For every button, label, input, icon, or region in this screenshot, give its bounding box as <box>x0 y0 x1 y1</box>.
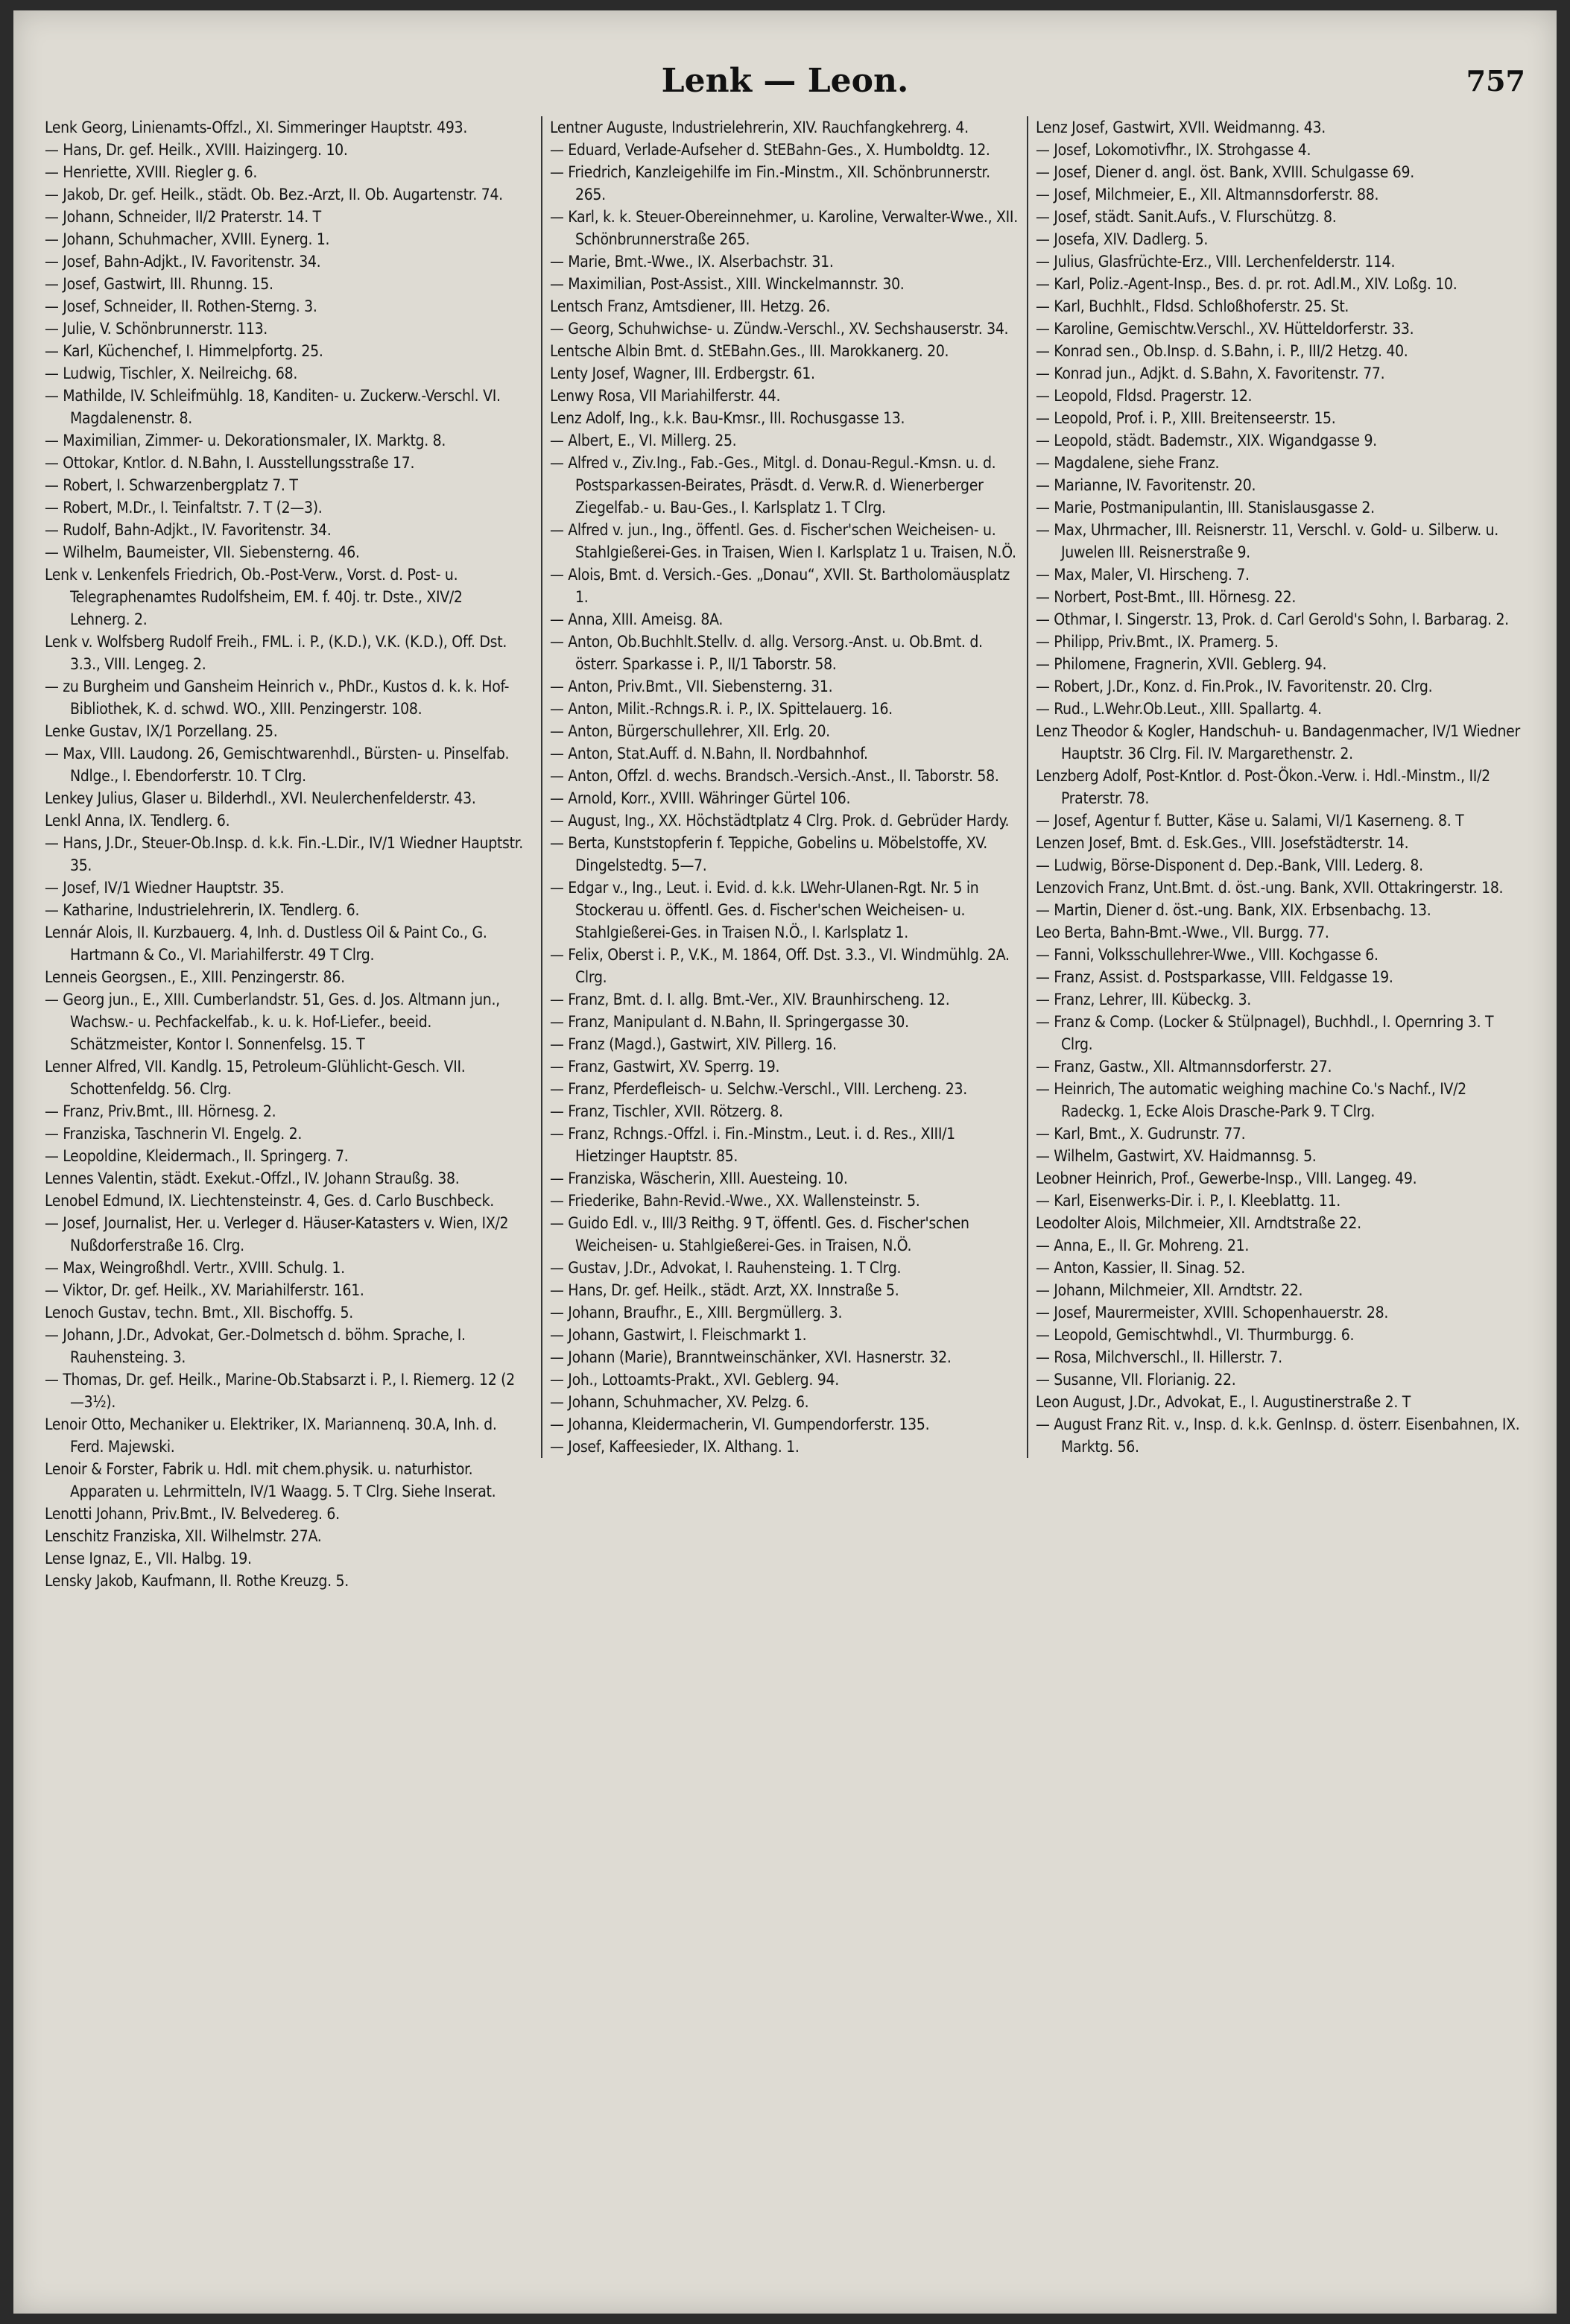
directory-entry: — Anna, E., II. Gr. Mohreng. 21. <box>1036 1237 1250 1254</box>
directory-entry: — Josef, städt. Sanit.Aufs., V. Flurschützg. 8. <box>1036 208 1337 226</box>
directory-entry: Lenkey Julius, Glaser u. Bilderhdl., XVI. Neulerchenfelderstr. 43. <box>45 789 476 807</box>
directory-entry: — Robert, I. Schwarzenbergplatz 7. T <box>45 476 298 494</box>
directory-entry: Lenty Josef, Wagner, III. Erdbergstr. 61. <box>550 364 815 382</box>
directory-entry: — Josef, Maurermeister, XVIII. Schopenhauerstr. 28. <box>1036 1304 1389 1322</box>
directory-entry: — Josef, Lokomotivfhr., IX. Strohgasse 4. <box>1036 141 1311 159</box>
directory-entry: Lensky Jakob, Kaufmann, II. Rothe Kreuzg. 5. <box>45 1572 349 1590</box>
directory-entry: Lentsche Albin Bmt. d. StEBahn.Ges., III. Marokkanerg. 20. <box>550 342 949 360</box>
directory-entry: — August, Ing., XX. Höchstädtplatz 4 Clrg. Prok. d. Gebrüder Hardy. <box>550 812 1010 830</box>
directory-entry: — Ludwig, Börse-Disponent d. Dep.-Bank, VIII. Lederg. 8. <box>1036 856 1423 874</box>
directory-entry: — Johann, Schneider, II/2 Praterstr. 14. T <box>45 208 321 226</box>
column-left <box>45 116 526 1592</box>
directory-entry: — Josef, IV/1 Wiedner Hauptstr. 35. <box>45 879 285 897</box>
directory-entry: Lense Ignaz, E., VII. Halbg. 19. <box>45 1550 252 1567</box>
directory-entry: — Rudolf, Bahn-Adjkt., IV. Favoritenstr. 34. <box>45 521 332 539</box>
directory-entry: — Edgar v., Ing., Leut. i. Evid. d. k.k. LWehr-Ulanen-Rgt. Nr. 5 in Stockerau u. öffentl. Ges. d. Fischer'schen Weicheisen- u. Stahlgießerei-Ges. in Traisen N.Ö., I. Karlsplatz 1. <box>550 879 979 941</box>
directory-entry: — Gustav, J.Dr., Advokat, I. Rauhensteing. 1. T Clrg. <box>550 1259 902 1277</box>
directory-entry: — Karl, Küchenchef, I. Himmelpfortg. 25. <box>45 342 323 360</box>
directory-entry: — Leopold, Prof. i. P., XIII. Breitenseerstr. 15. <box>1036 409 1336 427</box>
page-header <box>13 55 1557 107</box>
directory-entry: — Josef, Agentur f. Butter, Käse u. Salami, VI/1 Kaserneng. 8. T <box>1036 812 1464 830</box>
column-middle <box>541 116 1024 1458</box>
directory-entry: Lenz Adolf, Ing., k.k. Bau-Kmsr., III. Rochusgasse 13. <box>550 409 905 427</box>
directory-entry: Lenotti Johann, Priv.Bmt., IV. Belvedereg. 6. <box>45 1505 340 1523</box>
directory-entry: — Karl, Bmt., X. Gudrunstr. 77. <box>1036 1125 1246 1143</box>
directory-entry: — Mathilde, IV. Schleifmühlg. 18, Kanditen- u. Zuckerw.-Verschl. VI. Magdalenenstr. 8. <box>45 387 501 427</box>
directory-entry: — Arnold, Korr., XVIII. Währinger Gürtel 106. <box>550 789 851 807</box>
directory-entry: — Alfred v., Ziv.Ing., Fab.-Ges., Mitgl. d. Donau-Regul.-Kmsn. u. d. Postsparkassen-Beirates, Präsdt. d. Verw.R. d. Wienerberger Ziegelfab.- u. Bau-Ges., I. Karlsplatz 1. T Clrg. <box>550 454 996 517</box>
directory-entry: — Franz, Assist. d. Postsparkasse, VIII. Feldgasse 19. <box>1036 968 1393 986</box>
directory-entry: — Johann, Braufhr., E., XIII. Bergmüllerg. 3. <box>550 1304 843 1322</box>
directory-entry: Leobner Heinrich, Prof., Gewerbe-Insp., VIII. Langeg. 49. <box>1036 1169 1417 1187</box>
directory-entry: Lenzberg Adolf, Post-Kntlor. d. Post-Ökon.-Verw. i. Hdl.-Minstm., II/2 Praterstr. 78. <box>1036 767 1490 807</box>
directory-entry: — Josef, Bahn-Adjkt., IV. Favoritenstr. 34. <box>45 253 321 271</box>
directory-entry: — Franz, Lehrer, III. Kübeckg. 3. <box>1036 991 1251 1008</box>
directory-entry: — Rosa, Milchverschl., II. Hillerstr. 7. <box>1036 1348 1282 1366</box>
directory-entry: — Albert, E., VI. Millerg. 25. <box>550 432 737 449</box>
directory-entry: — Anton, Offzl. d. wechs. Brandsch.-Versich.-Anst., II. Taborstr. 58. <box>550 767 999 785</box>
directory-entry: Lenk Georg, Linienamts-Offzl., XI. Simmeringer Hauptstr. 493. <box>45 119 468 136</box>
directory-entry: — Johann, J.Dr., Advokat, Ger.-Dolmetsch d. böhm. Sprache, I. Rauhensteing. 3. <box>45 1326 466 1366</box>
directory-entry: Leodolter Alois, Milchmeier, XII. Arndtstraße 22. <box>1036 1214 1361 1232</box>
directory-entry: — Konrad jun., Adjkt. d. S.Bahn, X. Favoritenstr. 77. <box>1036 364 1385 382</box>
directory-entry: — Leopoldine, Kleidermach., II. Springerg. 7. <box>45 1147 349 1165</box>
directory-entry: — Philipp, Priv.Bmt., IX. Pramerg. 5. <box>1036 633 1279 651</box>
directory-entry: — Berta, Kunststopferin f. Teppiche, Gobelins u. Möbelstoffe, XV. Dingelstedtg. 5—7. <box>550 834 987 874</box>
directory-entry: — August Franz Rit. v., Insp. d. k.k. GenInsp. d. österr. Eisenbahnen, IX. Marktg. 56. <box>1036 1415 1520 1456</box>
directory-entry: — Anna, XIII. Ameisg. 8A. <box>550 610 724 628</box>
directory-page <box>13 10 1557 2314</box>
directory-entry: Lenkl Anna, IX. Tendlerg. 6. <box>45 812 230 830</box>
directory-entry: — Wilhelm, Gastwirt, XV. Haidmannsg. 5. <box>1036 1147 1317 1165</box>
directory-entry: — Leopold, städt. Bademstr., XIX. Wigandgasse 9. <box>1036 432 1377 449</box>
directory-entry: — Franziska, Taschnerin VI. Engelg. 2. <box>45 1125 303 1143</box>
directory-entry: — Karl, Buchhlt., Fldsd. Schloßhoferstr. 25. St. <box>1036 297 1349 315</box>
directory-entry: — Anton, Stat.Auff. d. N.Bahn, II. Nordbahnhof. <box>550 745 868 762</box>
directory-entry: — Josef, Milchmeier, E., XII. Altmannsdorferstr. 88. <box>1036 186 1379 203</box>
directory-entry: — Katharine, Industrielehrerin, IX. Tendlerg. 6. <box>45 901 360 919</box>
directory-entry: — Josef, Schneider, II. Rothen-Sterng. 3. <box>45 297 317 315</box>
directory-entry: — Franz, Pferdefleisch- u. Selchw.-Verschl., VIII. Lercheng. 23. <box>550 1080 967 1098</box>
directory-entry: — Johann (Marie), Branntweinschänker, XVI. Hasnerstr. 32. <box>550 1348 952 1366</box>
page-title: Lenk — Leon. <box>661 62 909 100</box>
directory-entry: — Johann, Schuhmacher, XVIII. Eynerg. 1. <box>45 230 330 248</box>
directory-entry: — Marianne, IV. Favoritenstr. 20. <box>1036 476 1256 494</box>
directory-entry: Lenzen Josef, Bmt. d. Esk.Ges., VIII. Josefstädterstr. 14. <box>1036 834 1409 852</box>
directory-entry: — Guido Edl. v., III/3 Reithg. 9 T, öffentl. Ges. d. Fischer'schen Weicheisen- u. Stahlgießerei-Ges. in Traisen, N.Ö. <box>550 1214 969 1254</box>
directory-entry: — Philomene, Fragnerin, XVII. Geblerg. 94. <box>1036 655 1327 673</box>
directory-entry: — Josef, Kaffeesieder, IX. Althang. 1. <box>550 1438 800 1456</box>
directory-entry: — Alois, Bmt. d. Versich.-Ges. „Donau“, XVII. St. Bartholomäusplatz 1. <box>550 566 1010 606</box>
directory-entry: — Franz, Bmt. d. I. allg. Bmt.-Ver., XIV. Braunhirscheng. 12. <box>550 991 950 1008</box>
directory-entry: — Karoline, Gemischtw.Verschl., XV. Hütteldorferstr. 33. <box>1036 320 1414 338</box>
directory-entry: — Hans, Dr. gef. Heilk., XVIII. Haizingerg. 10. <box>45 141 348 159</box>
directory-entry: — Georg, Schuhwichse- u. Zündw.-Verschl., XV. Sechshauserstr. 34. <box>550 320 1009 338</box>
directory-entry: — Viktor, Dr. gef. Heilk., XV. Mariahilferstr. 161. <box>45 1281 364 1299</box>
directory-entry: — Karl, k. k. Steuer-Obereinnehmer, u. Karoline, Verwalter-Wwe., XII. Schönbrunnerstraße 265. <box>550 208 1018 248</box>
directory-entry: Leon August, J.Dr., Advokat, E., I. Augustinerstraße 2. T <box>1036 1393 1411 1411</box>
directory-entry: — Eduard, Verlade-Aufseher d. StEBahn-Ges., X. Humboldtg. 12. <box>550 141 990 159</box>
directory-entry: — Norbert, Post-Bmt., III. Hörnesg. 22. <box>1036 588 1297 606</box>
directory-entry: — Franz, Gastwirt, XV. Sperrg. 19. <box>550 1058 780 1076</box>
directory-entry: — Friedrich, Kanzleigehilfe im Fin.-Minstm., XII. Schönbrunnerstr. 265. <box>550 163 990 203</box>
directory-entry: — Julius, Glasfrüchte-Erz., VIII. Lerchenfelderstr. 114. <box>1036 253 1396 271</box>
directory-entry: — Maximilian, Zimmer- u. Dekorationsmaler, IX. Marktg. 8. <box>45 432 446 449</box>
directory-entry: Lennes Valentin, städt. Exekut.-Offzl., IV. Johann Straußg. 38. <box>45 1169 460 1187</box>
directory-entry: Lentsch Franz, Amtsdiener, III. Hetzg. 26. <box>550 297 831 315</box>
directory-entry: Lenke Gustav, IX/1 Porzellang. 25. <box>45 722 278 740</box>
directory-entry: — Johann, Gastwirt, I. Fleischmarkt 1. <box>550 1326 807 1344</box>
directory-entry: — Ottokar, Kntlor. d. N.Bahn, I. Ausstellungsstraße 17. <box>45 454 415 472</box>
directory-entry: — Johanna, Kleidermacherin, VI. Gumpendorferstr. 135. <box>550 1415 930 1433</box>
directory-entry: — Konrad sen., Ob.Insp. d. S.Bahn, i. P., III/2 Hetzg. 40. <box>1036 342 1408 360</box>
directory-entry: — Franz (Magd.), Gastwirt, XIV. Pillerg. 16. <box>550 1035 837 1053</box>
directory-entry: — Susanne, VII. Florianig. 22. <box>1036 1371 1236 1389</box>
directory-entry: Lenoir & Forster, Fabrik u. Hdl. mit chem.physik. u. naturhistor. Apparaten u. Lehrmitteln, IV/1 Waagg. 5. T Clrg. Siehe Inserat. <box>45 1460 496 1500</box>
directory-entry: Lenner Alfred, VII. Kandlg. 15, Petroleum-Glühlicht-Gesch. VII. Schottenfeldg. 56. Clrg. <box>45 1058 466 1098</box>
directory-entry: — Leopold, Fldsd. Pragerstr. 12. <box>1036 387 1253 405</box>
directory-entry: — Maximilian, Post-Assist., XIII. Winckelmannstr. 30. <box>550 275 905 293</box>
directory-entry: — Henriette, XVIII. Riegler g. 6. <box>45 163 258 181</box>
directory-entry: — Marie, Postmanipulantin, III. Stanislausgasse 2. <box>1036 499 1375 517</box>
directory-entry: — Karl, Eisenwerks-Dir. i. P., I. Kleeblattg. 11. <box>1036 1192 1340 1210</box>
directory-entry: — Alfred v. jun., Ing., öffentl. Ges. d. Fischer'schen Weicheisen- u. Stahlgießerei-Ges. in Traisen, Wien I. Karlsplatz 1 u. Traisen, N.Ö. <box>550 521 1016 561</box>
directory-entry: Lenz Josef, Gastwirt, XVII. Weidmanng. 43. <box>1036 119 1326 136</box>
directory-entry: — Robert, M.Dr., I. Teinfaltstr. 7. T (2—3). <box>45 499 323 517</box>
directory-entry: — Magdalene, siehe Franz. <box>1036 454 1220 472</box>
directory-entry: — Fanni, Volksschullehrer-Wwe., VIII. Kochgasse 6. <box>1036 946 1379 964</box>
directory-entry: — Robert, J.Dr., Konz. d. Fin.Prok., IV. Favoritenstr. 20. Clrg. <box>1036 678 1433 695</box>
directory-entry: — Franz, Gastw., XII. Altmannsdorferstr. 27. <box>1036 1058 1332 1076</box>
directory-entry: — Leopold, Gemischtwhdl., VI. Thurmburgg. 6. <box>1036 1326 1355 1344</box>
directory-entry: — Anton, Milit.-Rchngs.R. i. P., IX. Spittelauerg. 16. <box>550 700 893 718</box>
directory-entry: Leo Berta, Bahn-Bmt.-Wwe., VII. Burgg. 77. <box>1036 923 1329 941</box>
directory-entry: — Johann, Schuhmacher, XV. Pelzg. 6. <box>550 1393 809 1411</box>
directory-entry: Lenz Theodor & Kogler, Handschuh- u. Bandagenmacher, IV/1 Wiedner Hauptstr. 36 Clrg. Fil. IV. Margarethenstr. 2. <box>1036 722 1520 762</box>
directory-entry: — Josef, Journalist, Her. u. Verleger d. Häuser-Katasters v. Wien, IX/2 Nußdorferstraße 16. Clrg. <box>45 1214 509 1254</box>
directory-entry: — Max, Weingroßhdl. Vertr., XVIII. Schulg. 1. <box>45 1259 345 1277</box>
directory-entry: Lenk v. Lenkenfels Friedrich, Ob.-Post-Verw., Vorst. d. Post- u. Telegraphenamtes Rudolfsheim, EM. f. 40j. tr. Dste., XIV/2 Lehnerg. 2. <box>45 566 463 628</box>
directory-entry: — Marie, Bmt.-Wwe., IX. Alserbachstr. 31. <box>550 253 834 271</box>
directory-entry: — Wilhelm, Baumeister, VII. Siebensterng. 46. <box>45 543 360 561</box>
directory-entry: — Joh., Lottoamts-Prakt., XVI. Geblerg. 94. <box>550 1371 839 1389</box>
directory-entry: Lenneis Georgsen., E., XIII. Penzingerstr. 86. <box>45 968 345 986</box>
directory-entry: — Anton, Priv.Bmt., VII. Siebensterng. 31. <box>550 678 833 695</box>
directory-entry: — Franz & Comp. (Locker & Stülpnagel), Buchhdl., I. Opernring 3. T Clrg. <box>1036 1013 1494 1053</box>
directory-entry: — Heinrich, The automatic weighing machine Co.'s Nachf., IV/2 Radeckg. 1, Ecke Alois Drasche-Park 9. T Clrg. <box>1036 1080 1466 1120</box>
directory-entry: — zu Burgheim und Gansheim Heinrich v., PhDr., Kustos d. k. k. Hof-Bibliothek, K. d. schwd. WO., XIII. Penzingerstr. 108. <box>45 678 510 718</box>
directory-entry: Lenwy Rosa, VII Mariahilferstr. 44. <box>550 387 781 405</box>
directory-entry: Lenschitz Franziska, XII. Wilhelmstr. 27A. <box>45 1527 322 1545</box>
directory-entry: — Othmar, I. Singerstr. 13, Prok. d. Carl Gerold's Sohn, I. Barbarag. 2. <box>1036 610 1509 628</box>
directory-entry: — Karl, Poliz.-Agent-Insp., Bes. d. pr. rot. Adl.M., XIV. Loßg. 10. <box>1036 275 1457 293</box>
directory-entry: — Max, VIII. Laudong. 26, Gemischtwarenhdl., Bürsten- u. Pinselfab. Ndlge., I. Ebendorferstr. 10. T Clrg. <box>45 745 510 785</box>
directory-entry: — Felix, Oberst i. P., V.K., M. 1864, Off. Dst. 3.3., VI. Windmühlg. 2A. Clrg. <box>550 946 1010 986</box>
directory-entry: Lentner Auguste, Industrielehrerin, XIV. Rauchfangkehrerg. 4. <box>550 119 969 136</box>
directory-entry: Lenzovich Franz, Unt.Bmt. d. öst.-ung. Bank, XVII. Ottakringerstr. 18. <box>1036 879 1504 897</box>
directory-entry: Lenoch Gustav, techn. Bmt., XII. Bischoffg. 5. <box>45 1304 353 1322</box>
directory-entry: — Julie, V. Schönbrunnerstr. 113. <box>45 320 268 338</box>
page-number: 757 <box>1466 64 1525 98</box>
directory-entry: — Franz, Rchngs.-Offzl. i. Fin.-Minstm., Leut. i. d. Res., XIII/1 Hietzinger Hauptstr. 85. <box>550 1125 955 1165</box>
directory-entry: Lennár Alois, II. Kurzbauerg. 4, Inh. d. Dustless Oil & Paint Co., G. Hartmann & Co., VI. Mariahilferstr. 49 T Clrg. <box>45 923 487 964</box>
directory-entry: Lenoir Otto, Mechaniker u. Elektriker, IX. Mariannenq. 30.A, Inh. d. Ferd. Majewski. <box>45 1415 497 1456</box>
directory-entry: — Georg jun., E., XIII. Cumberlandstr. 51, Ges. d. Jos. Altmann jun., Wachsw.- u. Pechfackelfab., k. u. k. Hof-Liefer., beeid. Schätzmeister, Kontor I. Sonnenfelsg. 15. T <box>45 991 500 1053</box>
directory-entry: — Martin, Diener d. öst.-ung. Bank, XIX. Erbsenbachg. 13. <box>1036 901 1431 919</box>
directory-entry: — Rud., L.Wehr.Ob.Leut., XIII. Spallartg. 4. <box>1036 700 1322 718</box>
column-right <box>1027 116 1529 1458</box>
directory-entry: Lenobel Edmund, IX. Liechtensteinstr. 4, Ges. d. Carlo Buschbeck. <box>45 1192 494 1210</box>
directory-entry: — Franz, Priv.Bmt., III. Hörnesg. 2. <box>45 1102 276 1120</box>
directory-entry: — Franz, Manipulant d. N.Bahn, II. Springergasse 30. <box>550 1013 909 1031</box>
directory-entry: — Josef, Diener d. angl. öst. Bank, XVIII. Schulgasse 69. <box>1036 163 1414 181</box>
directory-entry: — Thomas, Dr. gef. Heilk., Marine-Ob.Stabsarzt i. P., I. Riemerg. 12 (2—3½). <box>45 1371 515 1411</box>
directory-entry: — Friederike, Bahn-Revid.-Wwe., XX. Wallensteinstr. 5. <box>550 1192 920 1210</box>
directory-entry: — Anton, Ob.Buchhlt.Stellv. d. allg. Versorg.-Anst. u. Ob.Bmt. d. österr. Sparkasse i. P., II/1 Taborstr. 58. <box>550 633 983 673</box>
directory-entry: — Anton, Bürgerschullehrer, XII. Erlg. 20. <box>550 722 830 740</box>
directory-entry: — Johann, Milchmeier, XII. Arndtstr. 22. <box>1036 1281 1303 1299</box>
directory-entry: — Ludwig, Tischler, X. Neilreichg. 68. <box>45 364 298 382</box>
directory-entry: — Franziska, Wäscherin, XIII. Auesteing. 10. <box>550 1169 848 1187</box>
directory-entry: — Anton, Kassier, II. Sinag. 52. <box>1036 1259 1246 1277</box>
directory-entry: — Josefa, XIV. Dadlerg. 5. <box>1036 230 1209 248</box>
directory-entry: — Max, Uhrmacher, III. Reisnerstr. 11, Verschl. v. Gold- u. Silberw. u. Juwelen III. Reisnerstraße 9. <box>1036 521 1498 561</box>
directory-entry: — Josef, Gastwirt, III. Rhunng. 15. <box>45 275 273 293</box>
directory-entry: Lenk v. Wolfsberg Rudolf Freih., FML. i. P., (K.D.), V.K. (K.D.), Off. Dst. 3.3., VIII. Lengeg. 2. <box>45 633 507 673</box>
directory-entry: — Hans, J.Dr., Steuer-Ob.Insp. d. k.k. Fin.-L.Dir., IV/1 Wiedner Hauptstr. 35. <box>45 834 523 874</box>
directory-entry: — Jakob, Dr. gef. Heilk., städt. Ob. Bez.-Arzt, II. Ob. Augartenstr. 74. <box>45 186 503 203</box>
directory-entry: — Franz, Tischler, XVII. Rötzerg. 8. <box>550 1102 783 1120</box>
directory-entry: — Hans, Dr. gef. Heilk., städt. Arzt, XX. Innstraße 5. <box>550 1281 899 1299</box>
directory-entry: — Max, Maler, VI. Hirscheng. 7. <box>1036 566 1250 584</box>
